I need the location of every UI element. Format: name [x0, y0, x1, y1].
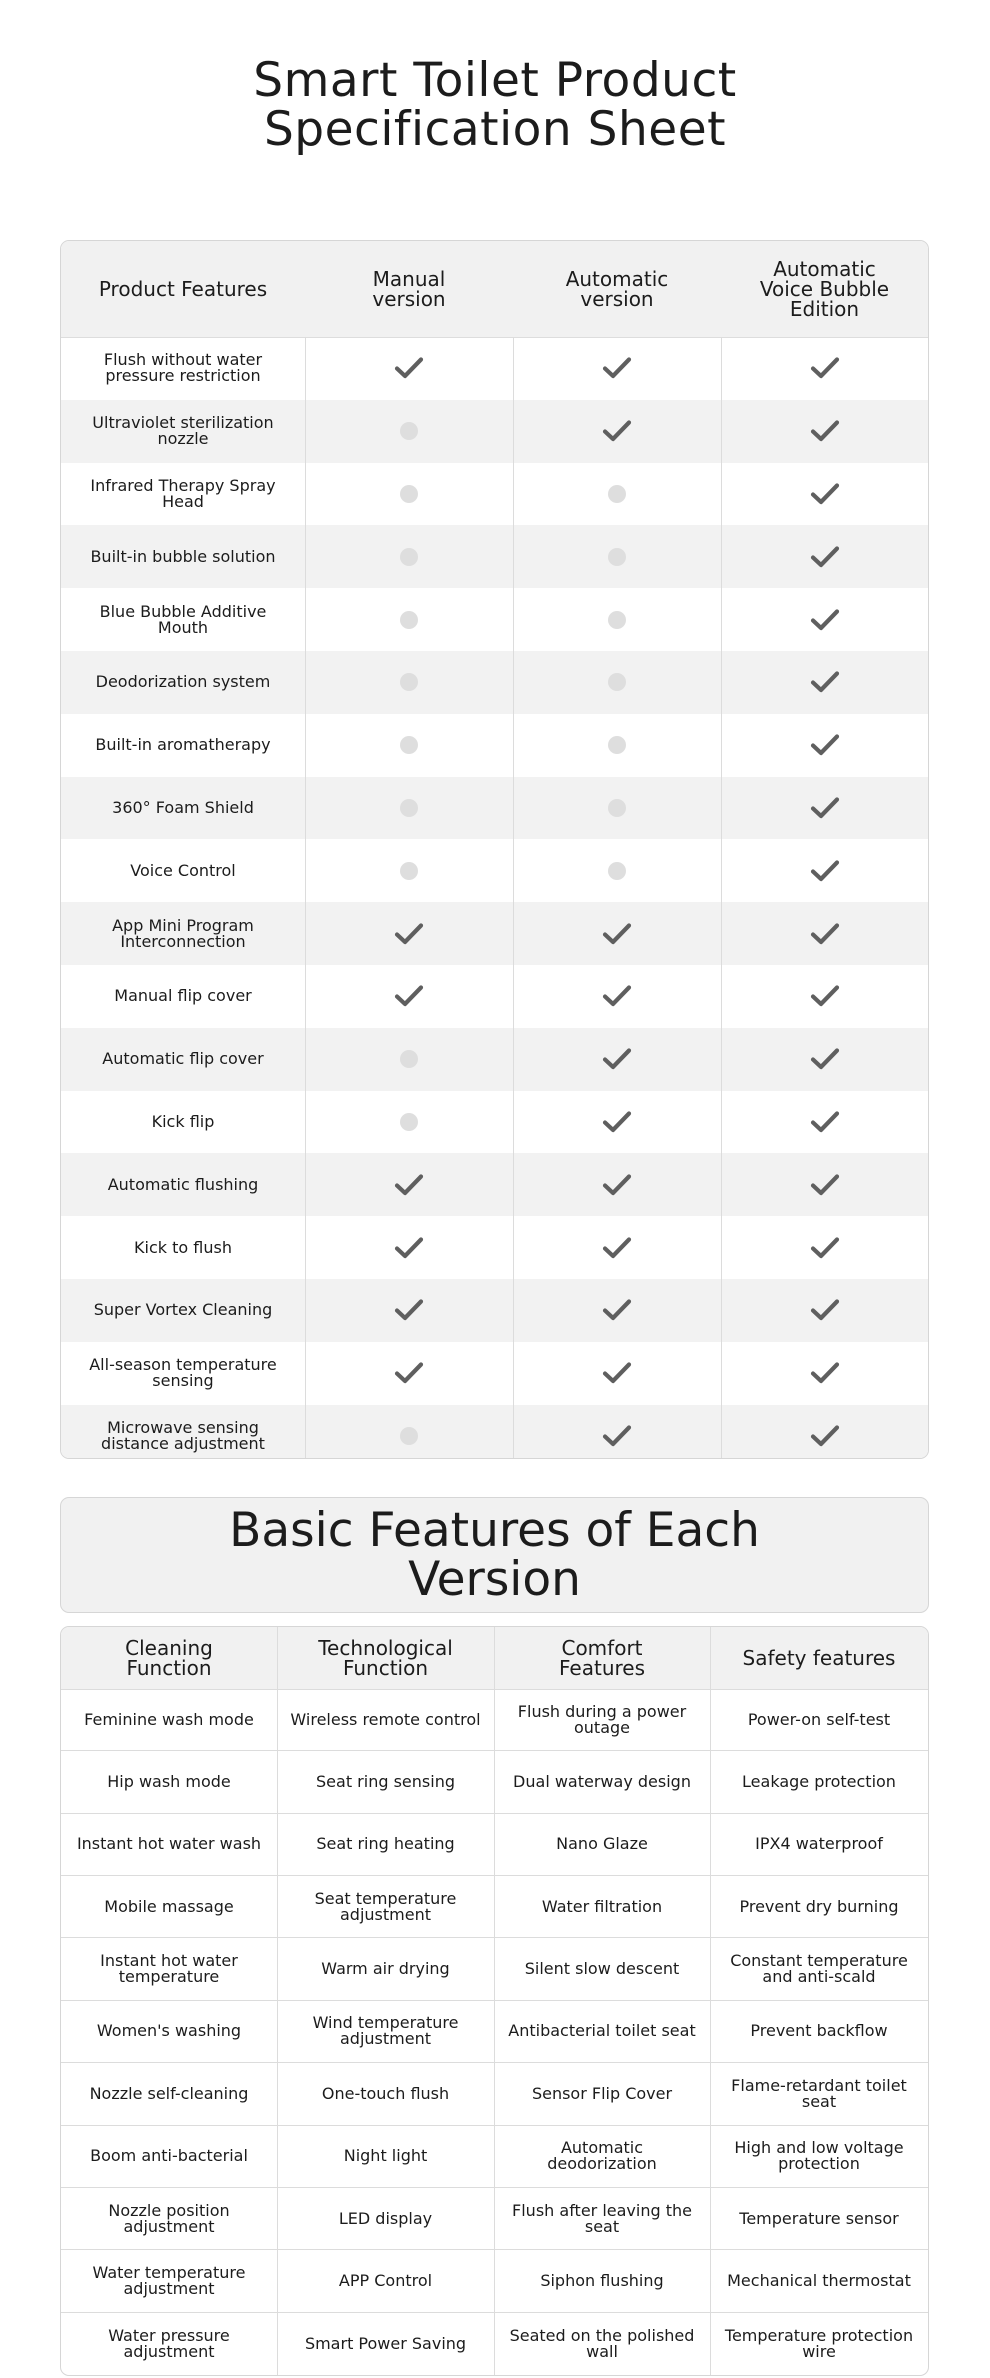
checkmark-icon	[810, 922, 840, 946]
unavailable-dot-icon	[608, 673, 626, 691]
spec-row	[61, 714, 928, 777]
cleaning-function-cell: Instant hot water wash	[76, 1834, 262, 1854]
column-divider	[513, 337, 514, 1458]
unavailable-dot-icon	[608, 799, 626, 817]
spec-value-cell	[513, 588, 721, 651]
safety-feature-cell: Temperature protection wire	[724, 2325, 914, 2361]
spec-value-cell	[721, 588, 928, 651]
spec-row	[61, 400, 928, 463]
spec-value-cell	[721, 463, 928, 526]
checkmark-icon	[602, 1424, 632, 1448]
spec-value-cell	[305, 1091, 513, 1154]
spec-value-cell	[305, 1216, 513, 1279]
spec-value-cell	[513, 1279, 721, 1342]
spec-feature-label: Manual flip cover	[114, 986, 252, 1006]
spec-value-cell	[513, 1405, 721, 1459]
spec-feature-label: Built-in aromatherapy	[95, 735, 271, 755]
checkmark-icon	[602, 1361, 632, 1385]
checkmark-icon	[602, 356, 632, 380]
spec-value-cell	[721, 1342, 928, 1405]
checkmark-icon	[394, 356, 424, 380]
spec-value-cell	[305, 525, 513, 588]
spec-row	[61, 337, 928, 400]
spec-feature-label: Kick to flush	[134, 1237, 232, 1257]
cleaning-function-cell: Women's washing	[96, 2021, 242, 2041]
spec-value-cell	[721, 525, 928, 588]
technological-function-cell: Smart Power Saving	[304, 2333, 467, 2353]
spec-row	[61, 777, 928, 840]
spec-feature-label: All-season temperature sensing	[89, 1355, 277, 1391]
unavailable-dot-icon	[400, 736, 418, 754]
technological-function-cell: LED display	[338, 2208, 433, 2228]
spec-header-manual: Manual version	[372, 267, 446, 311]
column-divider	[494, 1627, 495, 2375]
spec-feature-label: Ultraviolet sterilization nozzle	[92, 413, 274, 449]
safety-feature-cell: Power-on self-test	[747, 1709, 891, 1729]
spec-value-cell	[513, 714, 721, 777]
checkmark-icon	[602, 1173, 632, 1197]
spec-value-cell	[721, 1405, 928, 1459]
spec-row	[61, 839, 928, 902]
checkmark-icon	[810, 1361, 840, 1385]
spec-row	[61, 1342, 928, 1405]
spec-value-cell	[305, 1028, 513, 1091]
comfort-feature-cell: Automatic deodorization	[547, 2138, 657, 2174]
spec-value-cell	[305, 1153, 513, 1216]
checkmark-icon	[810, 482, 840, 506]
spec-feature-label: Automatic flushing	[107, 1174, 259, 1194]
page-title	[0, 53, 990, 157]
cleaning-function-cell: Water pressure adjustment	[108, 2325, 230, 2361]
spec-value-cell	[513, 965, 721, 1028]
banner-title-line-2: Version	[408, 1552, 581, 1607]
spec-value-cell	[513, 463, 721, 526]
checkmark-icon	[394, 1361, 424, 1385]
spec-value-cell	[305, 1279, 513, 1342]
spec-value-cell	[513, 651, 721, 714]
cleaning-function-cell: Water temperature adjustment	[92, 2262, 246, 2298]
spec-feature-label: Automatic flip cover	[102, 1049, 264, 1069]
spec-value-cell	[513, 839, 721, 902]
spec-value-cell	[305, 400, 513, 463]
spec-value-cell	[721, 902, 928, 965]
cleaning-function-cell: Feminine wash mode	[84, 1709, 254, 1729]
spec-value-cell	[305, 965, 513, 1028]
comfort-feature-cell: Nano Glaze	[556, 1834, 648, 1854]
spec-feature-label: Super Vortex Cleaning	[93, 1300, 273, 1320]
checkmark-icon	[394, 1236, 424, 1260]
checkmark-icon	[602, 1047, 632, 1071]
unavailable-dot-icon	[400, 611, 418, 629]
comfort-feature-cell: Sensor Flip Cover	[531, 2083, 673, 2103]
safety-feature-cell: High and low voltage protection	[734, 2138, 904, 2174]
safety-feature-cell: Flame-retardant toilet seat	[731, 2075, 907, 2111]
safety-feature-cell: Prevent dry burning	[739, 1896, 899, 1916]
checkmark-icon	[810, 1236, 840, 1260]
unavailable-dot-icon	[400, 422, 418, 440]
technological-function-cell: Wireless remote control	[290, 1709, 481, 1729]
spec-row	[61, 1279, 928, 1342]
technological-function-cell: Night light	[343, 2146, 428, 2166]
checkmark-icon	[810, 1047, 840, 1071]
spec-row	[61, 1153, 928, 1216]
checkmark-icon	[602, 1298, 632, 1322]
column-divider	[721, 337, 722, 1458]
spec-row	[61, 902, 928, 965]
comfort-feature-cell: Dual waterway design	[513, 1772, 691, 1792]
spec-feature-label: Deodorization system	[95, 672, 271, 692]
spec-row	[61, 651, 928, 714]
technological-function-cell: Warm air drying	[321, 1959, 450, 1979]
spec-value-cell	[721, 777, 928, 840]
technological-function-cell: APP Control	[338, 2270, 433, 2290]
spec-value-cell	[721, 714, 928, 777]
safety-feature-cell: Temperature sensor	[739, 2208, 899, 2228]
spec-value-cell	[513, 525, 721, 588]
spec-table	[60, 240, 929, 1459]
spec-row	[61, 588, 928, 651]
basic-header-safety: Safety features	[742, 1646, 896, 1670]
spec-value-cell	[305, 651, 513, 714]
checkmark-icon	[394, 1173, 424, 1197]
spec-value-cell	[721, 1216, 928, 1279]
spec-header-features: Product Features	[98, 277, 268, 301]
technological-function-cell: Seat ring sensing	[316, 1772, 455, 1792]
checkmark-icon	[810, 1173, 840, 1197]
cleaning-function-cell: Mobile massage	[104, 1896, 234, 1916]
spec-row	[61, 965, 928, 1028]
column-divider	[710, 1627, 711, 2375]
spec-value-cell	[513, 400, 721, 463]
spec-row	[61, 1405, 928, 1459]
spec-value-cell	[513, 902, 721, 965]
spec-value-cell	[721, 839, 928, 902]
unavailable-dot-icon	[608, 736, 626, 754]
unavailable-dot-icon	[400, 485, 418, 503]
unavailable-dot-icon	[400, 1113, 418, 1131]
spec-row	[61, 1091, 928, 1154]
column-divider	[277, 1627, 278, 2375]
unavailable-dot-icon	[400, 548, 418, 566]
checkmark-icon	[394, 1298, 424, 1322]
spec-value-cell	[305, 337, 513, 400]
comfort-feature-cell: Antibacterial toilet seat	[508, 2021, 696, 2041]
technological-function-cell: One-touch flush	[321, 2083, 450, 2103]
spec-value-cell	[513, 1091, 721, 1154]
checkmark-icon	[810, 670, 840, 694]
checkmark-icon	[810, 1424, 840, 1448]
unavailable-dot-icon	[400, 1427, 418, 1445]
checkmark-icon	[810, 796, 840, 820]
spec-value-cell	[513, 1028, 721, 1091]
cleaning-function-cell: Boom anti-bacterial	[90, 2146, 248, 2166]
spec-value-cell	[721, 1028, 928, 1091]
checkmark-icon	[810, 608, 840, 632]
unavailable-dot-icon	[608, 548, 626, 566]
unavailable-dot-icon	[608, 862, 626, 880]
checkmark-icon	[810, 1110, 840, 1134]
checkmark-icon	[602, 419, 632, 443]
technological-function-cell: Seat ring heating	[316, 1834, 455, 1854]
spec-header-automatic: Automatic version	[565, 267, 669, 311]
spec-value-cell	[513, 1216, 721, 1279]
spec-feature-label: 360° Foam Shield	[112, 797, 254, 817]
checkmark-icon	[810, 984, 840, 1008]
spec-value-cell	[305, 839, 513, 902]
comfort-feature-cell: Seated on the polished wall	[509, 2325, 695, 2361]
spec-value-cell	[305, 714, 513, 777]
spec-value-cell	[721, 965, 928, 1028]
cleaning-function-cell: Instant hot water temperature	[100, 1951, 238, 1987]
checkmark-icon	[810, 419, 840, 443]
spec-value-cell	[305, 1405, 513, 1459]
basic-header-technological: Technological Function	[318, 1636, 453, 1680]
spec-feature-label: Built-in bubble solution	[90, 546, 276, 566]
comfort-feature-cell: Water filtration	[541, 1896, 663, 1916]
checkmark-icon	[602, 984, 632, 1008]
checkmark-icon	[810, 733, 840, 757]
spec-value-cell	[305, 1342, 513, 1405]
spec-feature-label: Voice Control	[130, 860, 236, 880]
unavailable-dot-icon	[608, 485, 626, 503]
spec-value-cell	[513, 1342, 721, 1405]
basic-features-banner	[60, 1497, 929, 1613]
basic-header-comfort: Comfort Features	[559, 1636, 645, 1680]
column-divider	[305, 337, 306, 1458]
spec-row	[61, 463, 928, 526]
spec-value-cell	[305, 777, 513, 840]
checkmark-icon	[602, 1236, 632, 1260]
spec-value-cell	[305, 463, 513, 526]
safety-feature-cell: Mechanical thermostat	[727, 2270, 911, 2290]
spec-feature-label: App Mini Program Interconnection	[112, 915, 254, 951]
cleaning-function-cell: Nozzle self-cleaning	[89, 2083, 249, 2103]
technological-function-cell: Seat temperature adjustment	[314, 1888, 457, 1924]
cleaning-function-cell: Nozzle position adjustment	[108, 2200, 230, 2236]
unavailable-dot-icon	[400, 862, 418, 880]
checkmark-icon	[394, 922, 424, 946]
safety-feature-cell: Constant temperature and anti-scald	[730, 1951, 908, 1987]
spec-value-cell	[721, 1279, 928, 1342]
spec-feature-label: Kick flip	[151, 1111, 215, 1131]
checkmark-icon	[810, 859, 840, 883]
spec-value-cell	[721, 1153, 928, 1216]
comfort-feature-cell: Siphon flushing	[540, 2270, 664, 2290]
spec-feature-label: Blue Bubble Additive Mouth	[99, 601, 267, 637]
spec-value-cell	[305, 588, 513, 651]
spec-feature-label: Microwave sensing distance adjustment	[101, 1417, 265, 1453]
checkmark-icon	[602, 1110, 632, 1134]
spec-value-cell	[513, 777, 721, 840]
spec-feature-label: Flush without water pressure restriction	[103, 350, 263, 386]
comfort-feature-cell: Silent slow descent	[524, 1959, 680, 1979]
spec-header-voice-bubble: Automatic Voice Bubble Edition	[759, 257, 890, 321]
spec-value-cell	[721, 337, 928, 400]
checkmark-icon	[810, 1298, 840, 1322]
checkmark-icon	[810, 545, 840, 569]
unavailable-dot-icon	[400, 1050, 418, 1068]
spec-value-cell	[721, 1091, 928, 1154]
page-title-line-1: Smart Toilet Product	[253, 53, 737, 108]
spec-row	[61, 1216, 928, 1279]
checkmark-icon	[810, 356, 840, 380]
spec-value-cell	[513, 1153, 721, 1216]
safety-feature-cell: Prevent backflow	[750, 2021, 888, 2041]
banner-title-line-1: Basic Features of Each	[229, 1503, 760, 1558]
basic-header-cleaning: Cleaning Function	[125, 1636, 213, 1680]
basic-features-table	[60, 1626, 929, 2376]
spec-value-cell	[721, 651, 928, 714]
comfort-feature-cell: Flush during a power outage	[517, 1701, 687, 1737]
spec-row	[61, 525, 928, 588]
unavailable-dot-icon	[608, 611, 626, 629]
safety-feature-cell: Leakage protection	[742, 1772, 896, 1792]
checkmark-icon	[394, 984, 424, 1008]
checkmark-icon	[602, 922, 632, 946]
spec-value-cell	[721, 400, 928, 463]
spec-value-cell	[513, 337, 721, 400]
spec-row	[61, 1028, 928, 1091]
unavailable-dot-icon	[400, 799, 418, 817]
unavailable-dot-icon	[400, 673, 418, 691]
spec-value-cell	[305, 902, 513, 965]
comfort-feature-cell: Flush after leaving the seat	[512, 2200, 692, 2236]
spec-table-header	[61, 241, 928, 338]
cleaning-function-cell: Hip wash mode	[107, 1772, 231, 1792]
spec-feature-label: Infrared Therapy Spray Head	[90, 475, 276, 511]
technological-function-cell: Wind temperature adjustment	[312, 2013, 459, 2049]
page-title-line-2: Specification Sheet	[263, 102, 727, 157]
safety-feature-cell: IPX4 waterproof	[755, 1834, 883, 1854]
